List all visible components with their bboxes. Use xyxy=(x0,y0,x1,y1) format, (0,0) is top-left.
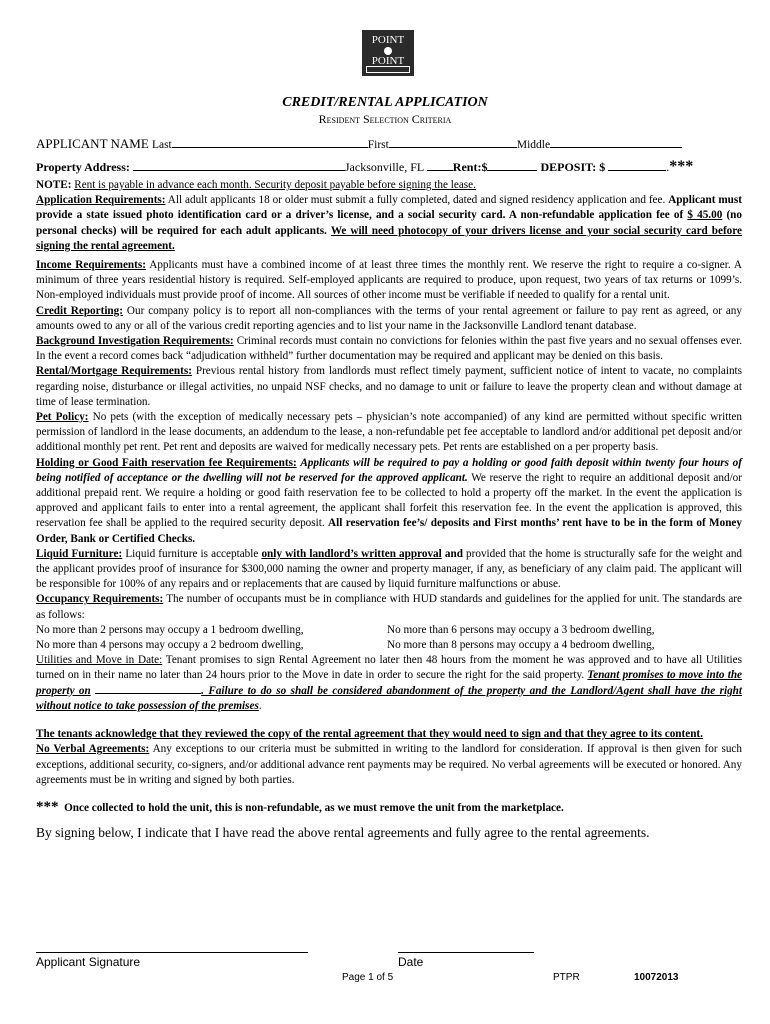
occupancy-row xyxy=(36,638,742,653)
verbal-label: No Verbal Agreements: xyxy=(36,743,150,756)
stars-note xyxy=(36,800,742,816)
occupancy-label: Occupancy Requirements: xyxy=(36,593,164,606)
acknowledge-text: The tenants acknowledge that they reviewed the copy of the rental agreement that they would need to sign and that they agree to its content. xyxy=(36,728,703,741)
utilities-section xyxy=(36,653,742,714)
abandonment-text: . Failure to do so shall be considered abandonment of the property and the Landlord/Agent shall have the right without notice to take possession of the premises xyxy=(36,684,742,712)
occupancy-cell: No more than 4 persons may occupy a 2 bedroom dwelling, xyxy=(36,639,304,652)
background-text: Criminal records must contain no convictions for felonies within the past five years and no sexual offenses ever. In the event a record comes back “adjudication withheld” further documentation may be required and applicant may be denied on this basis. xyxy=(36,335,743,363)
rental-text: Previous rental history from landlords must reflect timely payment, sufficient notice of intent to vacate, no complaints regarding noise, disturbance or illegal activities, no unpaid NSF checks, and no damage to unit or failure to leave the property clean and without damage at time of lease termination. xyxy=(36,365,743,408)
form-number: 10072013 xyxy=(634,972,679,983)
page-title: CREDIT/RENTAL APPLICATION xyxy=(282,95,488,110)
app-req-text3: (no personal checks) will be required for each adult applicants. xyxy=(36,209,742,237)
last-label: Last xyxy=(151,139,172,151)
form-code: PTPR xyxy=(553,972,580,983)
deposit-stars: *** xyxy=(669,158,694,175)
pet-text: No pets (with the exception of medically necessary pets – physician’s note accompanied) of any kind are permitted without specific written permission of landlord in the lease documents, an addendum to the lease, a non-refundable pet fee acceptable to landlord and/or additional pet deposit and/or additional monthly pet rent. Pet rent and deposits are waived for medically necessary pets. Pet rents are established on a per property basis. xyxy=(36,411,742,454)
rental-label: Rental/Mortgage Requirements: xyxy=(36,365,192,378)
applicant-signature-label: Applicant Signature xyxy=(36,955,141,969)
note-label: NOTE: xyxy=(36,179,72,191)
verbal-text: Any exceptions to our criteria must be submitted in writing to the landlord for consideration. If approval is then given for such exceptions, additional security, co-signers, and/or additional advance rent payments may be required. No verbal agreements will be executed or honored. Any agreements must be in writing and signed by both parties. xyxy=(36,743,742,786)
app-req-text1: All adult applicants 18 or older must submit a fully completed, dated and signed residency application and fee. xyxy=(167,194,666,207)
date-label: Date xyxy=(398,955,424,969)
holding-italic: Applicants will be required to pay a holding or good faith deposit within twenty four hours of being notified of acceptance or the dwelling will not be reserved for the approved applicant. xyxy=(36,456,742,484)
logo-line2: POINT xyxy=(371,55,405,67)
stars-note-text: Once collected to hold the unit, this is non-refundable, as we must remove the unit from the marketplace. xyxy=(64,801,564,814)
applicant-signature-line[interactable] xyxy=(36,952,308,953)
deposit-field[interactable] xyxy=(608,170,666,171)
rent-label: Rent:$ xyxy=(452,160,488,174)
criteria-body xyxy=(36,258,742,841)
property-address-field[interactable] xyxy=(133,170,345,171)
liquid-text2: provided that the home is structurally safe for the weight and the applicant provides proof of insurance for $300,000 naming the owner and property manager, if any, as beneficiary of any claim paid. The applicant will be responsible for 100% of any repairs and or replacements that are caused by liquid furniture malfunctions or abuse. xyxy=(36,547,743,591)
verbal-section xyxy=(36,742,742,788)
middle-name-field[interactable] xyxy=(550,147,682,148)
move-in-text: Tenant promises to move into the property on xyxy=(36,669,743,697)
first-name-field[interactable] xyxy=(389,147,517,148)
app-req-text4: We will need photocopy of your drivers license and your social security card before signing the rental agreement. xyxy=(36,224,742,252)
stars-marker: *** xyxy=(36,798,59,815)
logo-line1: POINT xyxy=(371,34,405,46)
applicant-name-row xyxy=(36,136,682,152)
credit-label: Credit Reporting: xyxy=(36,304,123,317)
note-text: Rent is payable in advance each month. Security deposit payable before signing the lease. xyxy=(74,179,476,191)
occupancy-row xyxy=(36,623,742,638)
rent-field[interactable] xyxy=(487,170,537,171)
income-label: Income Requirements: xyxy=(36,259,146,271)
occupancy-cell: No more than 2 persons may occupy a 1 bedroom dwelling, xyxy=(36,623,304,636)
property-address-label: Property Address: xyxy=(36,160,130,174)
occupancy-section xyxy=(36,592,742,622)
liquid-approval: only with landlord’s written approval xyxy=(261,547,442,560)
occupancy-cell: No more than 6 persons may occupy a 3 bedroom dwelling, xyxy=(387,623,655,636)
city-blank[interactable] xyxy=(427,170,453,171)
pet-label: Pet Policy: xyxy=(36,411,89,424)
deposit-label: DEPOSIT: $ xyxy=(540,160,606,174)
background-label: Background Investigation Requirements: xyxy=(36,335,234,348)
last-name-field[interactable] xyxy=(172,147,368,148)
company-logo xyxy=(362,30,414,76)
logo-strip xyxy=(366,66,410,73)
holding-text: We reserve the right to require an additional deposit and/or additional prepaid rent. We require a holding or good faith reservation fee to be collected to hold a property off the market. In the event the application is approved and applicant fails to enter into a rental agreement, the applicant shall forfeit this reservation fee. In the event the application is approved, this reservation fee shall be applied to the required security deposit. xyxy=(36,471,742,530)
app-req-label: Application Requirements: xyxy=(36,194,166,207)
credit-section xyxy=(36,304,742,334)
move-in-date-field[interactable] xyxy=(95,693,201,694)
holding-label: Holding or Good Faith reservation fee Requirements: xyxy=(36,456,297,469)
middle-label: Middle xyxy=(516,139,551,151)
credit-text: Our company policy is to report all non-compliances with the terms of your rental agreement or failure to pay rent as agreed, or any amounts owed to any or all of the various credit reporting agencies and to list your name in the Jacksonville Landlord tenant database. xyxy=(36,304,742,332)
app-req-text2: Applicant must provide a state issued photo identification card or a driver’s license, and a social security card. A non-refundable application fee of xyxy=(36,194,742,222)
liquid-label: Liquid Furniture: xyxy=(36,547,123,560)
utilities-end: . xyxy=(258,699,262,712)
city-text: Jacksonville, FL xyxy=(344,160,424,174)
utilities-text: Tenant promises to sign Rental Agreement no later then 48 hours from the moment he was approved and to have all Utilities turned on in their name no later than 24 hours prior to the Move in date in order to secure the right for the said property. xyxy=(36,654,742,682)
utilities-label: Utilities and Move in Date: xyxy=(36,654,163,667)
occupancy-cell: No more than 8 persons may occupy a 4 bedroom dwelling, xyxy=(387,639,655,652)
occupancy-text: The number of occupants must be in compliance with HUD standards and guidelines for the applied for unit. The standards are as follows: xyxy=(36,593,742,621)
note-section xyxy=(36,178,742,254)
income-section xyxy=(36,258,742,304)
page-number: Page 1 of 5 xyxy=(342,972,394,983)
liquid-text1: Liquid furniture is acceptable xyxy=(125,547,259,560)
page-subtitle: Resident Selection Criteria xyxy=(318,112,452,126)
logo-dot xyxy=(384,47,392,55)
holding-bold: All reservation fee’s/ deposits and First months’ rent have to be in the form of Money Order, Bank or Certified Checks. xyxy=(36,517,742,545)
first-label: First xyxy=(367,139,389,151)
date-line[interactable] xyxy=(398,952,534,953)
app-fee: $ 45.00 xyxy=(687,209,723,222)
applicant-name-label: APPLICANT NAME xyxy=(36,136,149,151)
liquid-section xyxy=(36,547,742,593)
agreement-statement: By signing below, I indicate that I have read the above rental agreements and fully agree to the rental agreements. xyxy=(36,825,650,841)
pet-section xyxy=(36,410,742,456)
income-text: Applicants must have a combined income of at least three times the monthly rent. We reserve the right to require a co-signer. A minimum of three years residential history is required. Self-employed applicants are required to produce, upon request, two years of tax returns or 1099’s. Non-employed individuals must provide proof of income. All sources of other income must be verifiable if needed to qualify for a rental unit. xyxy=(36,259,742,302)
background-section xyxy=(36,334,742,364)
property-row: Property Address: Jacksonville, FL Rent:$ DEPOSIT: $ .*** xyxy=(36,158,694,175)
holding-section xyxy=(36,456,742,547)
liquid-and: and xyxy=(444,547,463,560)
rental-section xyxy=(36,364,742,410)
